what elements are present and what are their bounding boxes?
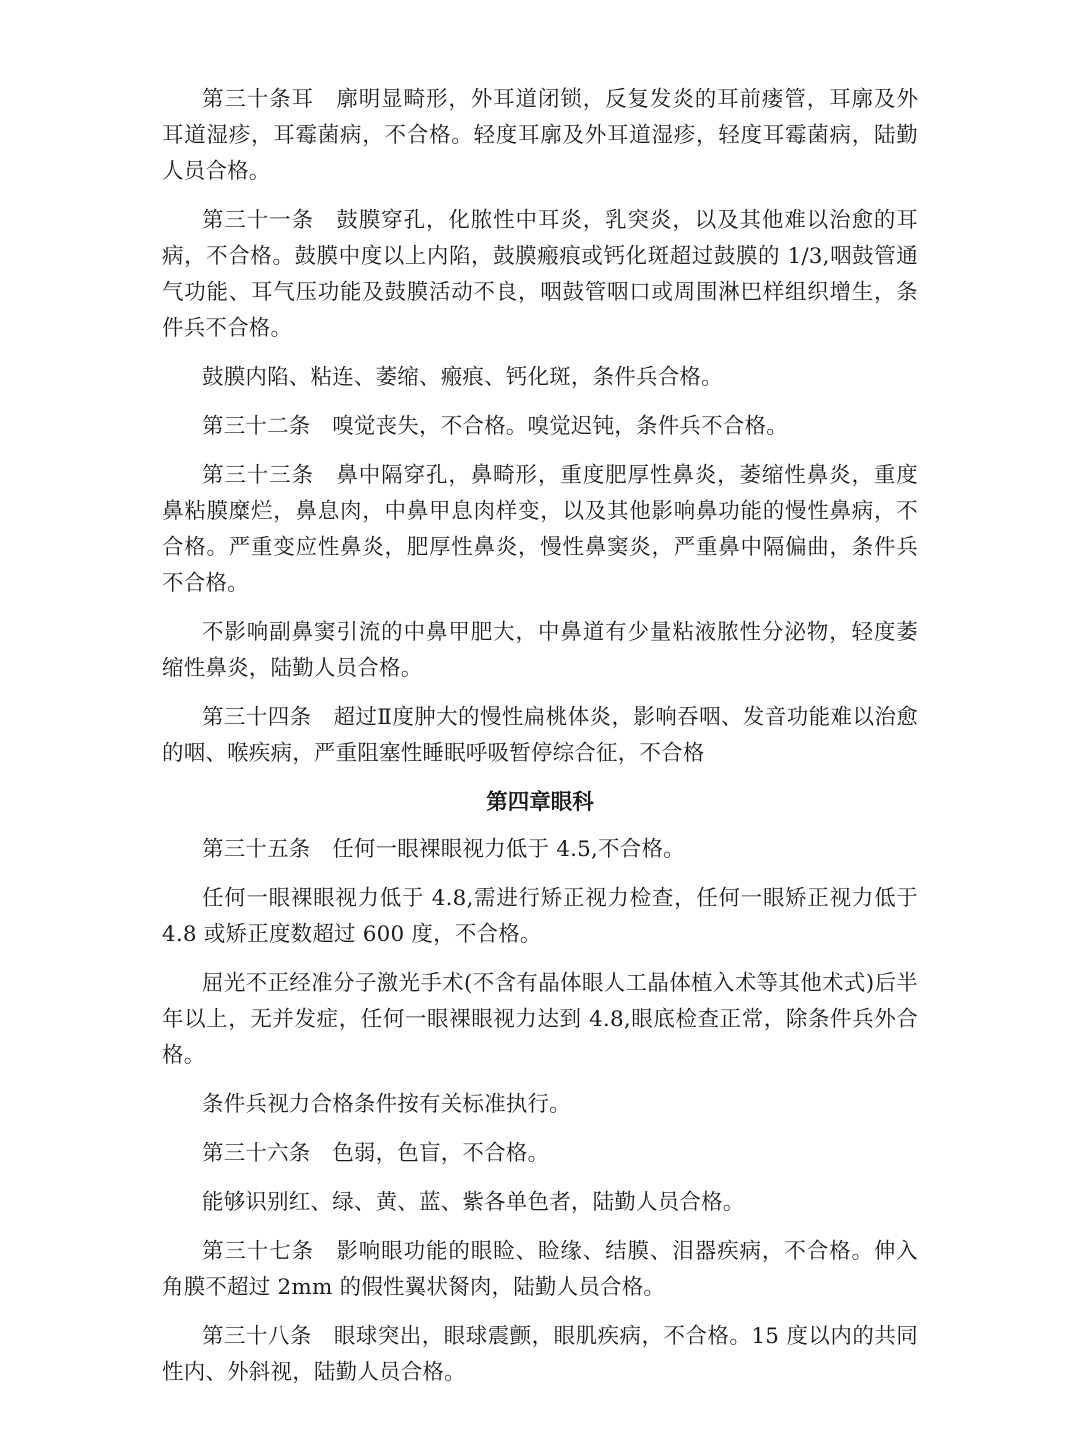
article-35-paragraph: 第三十五条 任何一眼裸眼视力低于 4.5,不合格。 — [202, 837, 685, 862]
article-34-paragraph: 第三十四条 超过Ⅱ度肿大的慢性扁桃体炎，影响吞咽、发音功能难以治愈的咽、喉疾病，严重阻塞性睡眠呼吸暂停综合征，不合格 — [162, 705, 918, 766]
article-35-sub-paragraph-3: 条件兵视力合格条件按有关标准执行。 — [202, 1092, 571, 1117]
article-36-paragraph: 第三十六条 色弱，色盲，不合格。 — [202, 1141, 550, 1166]
article-30-paragraph: 第三十条耳 廓明显畸形，外耳道闭锁，反复发炎的耳前瘘管，耳廓及外耳道湿疹，耳霉菌病，不合格。轻度耳廓及外耳道湿疹，轻度耳霉菌病，陆勤人员合格。 — [162, 87, 918, 184]
article-33-sub-paragraph: 不影响副鼻窦引流的中鼻甲肥大，中鼻道有少量粘液脓性分泌物，轻度萎缩性鼻炎，陆勤人员合格。 — [162, 620, 918, 681]
article-32-paragraph: 第三十二条 嗅觉丧失，不合格。嗅觉迟钝，条件兵不合格。 — [202, 414, 788, 439]
article-35-sub-paragraph-1: 任何一眼裸眼视力低于 4.8,需进行矫正视力检查，任何一眼矫正视力低于 4.8 或矫正度数超过 600 度，不合格。 — [162, 886, 918, 947]
article-31-sub-paragraph: 鼓膜内陷、粘连、萎缩、瘢痕、钙化斑，条件兵合格。 — [202, 365, 723, 390]
article-35-sub-paragraph-2: 屈光不正经准分子激光手术(不含有晶体眼人工晶体植入术等其他术式)后半年以上，无并发症，任何一眼裸眼视力达到 4.8,眼底检查正常，除条件兵外合格。 — [162, 971, 918, 1068]
article-36-sub-paragraph: 能够识别红、绿、黄、蓝、紫各单色者，陆勤人员合格。 — [202, 1190, 745, 1215]
article-38-paragraph: 第三十八条 眼球突出，眼球震颤，眼肌疾病，不合格。15 度以内的共同性内、外斜视，陆勤人员合格。 — [162, 1324, 918, 1385]
chapter-title: 第四章眼科 — [486, 790, 594, 815]
article-37-paragraph: 第三十七条 影响眼功能的眼睑、睑缘、结膜、泪器疾病，不合格。伸入角膜不超过 2mm 的假性翼状胬肉，陆勤人员合格。 — [162, 1239, 918, 1300]
article-31-paragraph: 第三十一条 鼓膜穿孔，化脓性中耳炎，乳突炎，以及其他难以治愈的耳病，不合格。鼓膜中度以上内陷，鼓膜瘢痕或钙化斑超过鼓膜的 1/3,咽鼓管通气功能、耳气压功能及鼓膜活动不良，咽鼓管咽口或周围淋巴样组织增生，条件兵不合格。 — [162, 208, 918, 341]
article-33-paragraph: 第三十三条 鼻中隔穿孔，鼻畸形，重度肥厚性鼻炎，萎缩性鼻炎，重度鼻粘膜糜烂，鼻息肉，中鼻甲息肉样变，以及其他影响鼻功能的慢性鼻病，不合格。严重变应性鼻炎，肥厚性鼻炎，慢性鼻窦炎，严重鼻中隔偏曲，条件兵不合格。 — [162, 463, 918, 596]
